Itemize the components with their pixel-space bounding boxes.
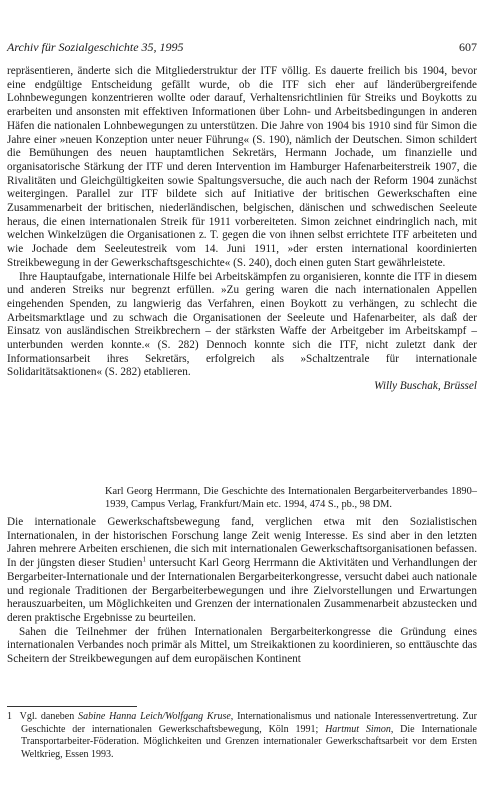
footnote-text-b: , Internationalismus und nationale Interessenvertretung. Zur Geschichte der internationalen Gewerkschaftsbewegung, Köln 1991; [21, 711, 477, 735]
review-2-p1-text-b: untersucht Karl Georg Herrmann die Aktivitäten und Verhandlungen der Bergarbeiter-Internationale und der Internationalen Bergarbeiterkongresse, versucht dabei auch nationale und regionale Traditionen der Bergarbeiterbewegungen und ihre Zielvorstellungen und Erwartungen herauszuarbeiten, um Möglichkeiten und Grenzen der internationalen Zusammenarbeit abzustecken und deren praktische Ergebnisse zu beurteilen. [7, 557, 477, 624]
running-head [7, 40, 477, 54]
footnote-number: 1 [7, 711, 12, 722]
footnote-text-c: , Die Internationale Transportarbeiter-Föderation. Möglichkeiten und Grenzen internationaler Gewerkschaftsarbeit vor dem Ersten Weltkrieg, Essen 1993. [21, 723, 477, 760]
footnote-text-a: Vgl. daneben [19, 711, 79, 722]
review-2-p1-text-a: Die internationale Gewerkschaftsbewegung fand, verglichen etwa mit den Sozialistischen Internationalen, in der historischen Forschung lange Zeit wenig Interesse. Es sind aber in den letzten Jahren mehrere Arbeiten erschienen, die sich mit internationalen Gewerkschaftsorganisationen befassen. In der jüngsten dieser Studien [7, 516, 477, 570]
footnote-reference[interactable]: 1 [142, 555, 146, 564]
journal-title: Archiv für Sozialgeschichte 35, 1995 [7, 40, 184, 54]
footnote-author-2: Hartmut Simon [325, 723, 391, 735]
footnote-1 [7, 711, 477, 761]
footnote-authors-1: Sabine Hanna Leich/Wolfgang Kruse [78, 711, 231, 722]
review-2-paragraph-2: Sahen die Teilnehmer der frühen Internationalen Bergarbeiterkongresse die Gründung eines internationalen Verbandes noch primär als Mittel, um Streikaktionen zu koordinieren, so enttäuschte das Scheitern der Streikbewegungen auf dem europäischen Kontinent [7, 625, 477, 666]
review-1-paragraph-2: Ihre Hauptaufgabe, internationale Hilfe bei Arbeitskämpfen zu organisieren, konnte die ITF in diesem und anderen Streiks nur begrenzt erfüllen. »Zu gering waren die nach internationalen Appellen eingehenden Spenden, zu langwierig das Verfahren, einen Boykott zu verhängen, zu schlecht die Arbeitsmarktlage und zu schwach die Organisationen der Seeleute und Hafenarbeiter, als daß der Einsatz von ausländischen Streikbrechern – der stärksten Waffe der Arbeitgeber im Arbeitskampf – unterbunden werden konnte.« (S. 282) Dennoch konnte sich die ITF, nicht zuletzt dank der Informationsarbeit ihres Sekretärs, erfolgreich als »Schaltzentrale für internationale Solidaritätsaktionen« (S. 282) etablieren. [7, 270, 477, 379]
review-2-paragraph-1 [7, 516, 477, 626]
page-number: 607 [459, 40, 477, 54]
review-1-body [7, 65, 477, 394]
review-1-paragraph-1: repräsentieren, änderte sich die Mitgliederstruktur der ITF völlig. Es dauerte freilich bis 1904, bevor eine endgültige Entscheidung gefällt wurde, ob die ITF sich eher auf länderübergreifende Lohnbewegungen konzentrieren wollte oder darauf, Verhaltensrichtlinien für Streiks und Boykotts zu erarbeiten und ansonsten mit effektiven Informationen über Lohn- und Arbeitsbedingungen in anderen Häfen die nationalen Lohnbewegungen zu unterstützen. Die Jahre von 1904 bis 1910 sind für Simon die Jahre einer »neuen Konzeption unter neuer Führung« (S. 190), nämlich der Deutschen. Simon schildert die Bemühungen des neuen hauptamtlichen Sekretärs, Hermann Jochade, um finanzielle und organisatorische Stärkung der ITF und deren Intervention im Hamburger Hafenarbeiterstreik 1907, die Rivalitäten und Gleichgültigkeiten sowie Spaltungsversuche, die auch nach der Reform 1904 zunächst weitergingen. Parallel zur ITF bildete sich auf Initiative der britischen Gewerkschaften eine Zusammenarbeit der britischen, niederländischen, belgischen, dänischen und schwedischen Seeleute heraus, die einen internationalen Streik für 1911 vorbereiteten. Simon zeichnet eindringlich nach, mit welchen Winkelzügen die Organisationen z. T. gegen die von ihnen selbst errichtete ITF arbeiteten und wie Jochade dem Seeleutestreik vom 14. Juni 1911, »der ersten international koordinierten Streikbewegung in der Gewerkschaftsgeschichte« (S. 240), doch einen guten Start gewährleistete. [7, 65, 477, 269]
review-2-body [7, 516, 477, 667]
reviewer-signature: Willy Buschak, Brüssel [374, 380, 477, 393]
footnote-divider [7, 706, 137, 707]
book-citation: Karl Georg Herrmann, Die Geschichte des Internationalen Bergarbeiterverbandes 1890–1939, Campus Verlag, Frankfurt/Main etc. 1994, 474 S., pb., 98 DM. [105, 486, 477, 510]
